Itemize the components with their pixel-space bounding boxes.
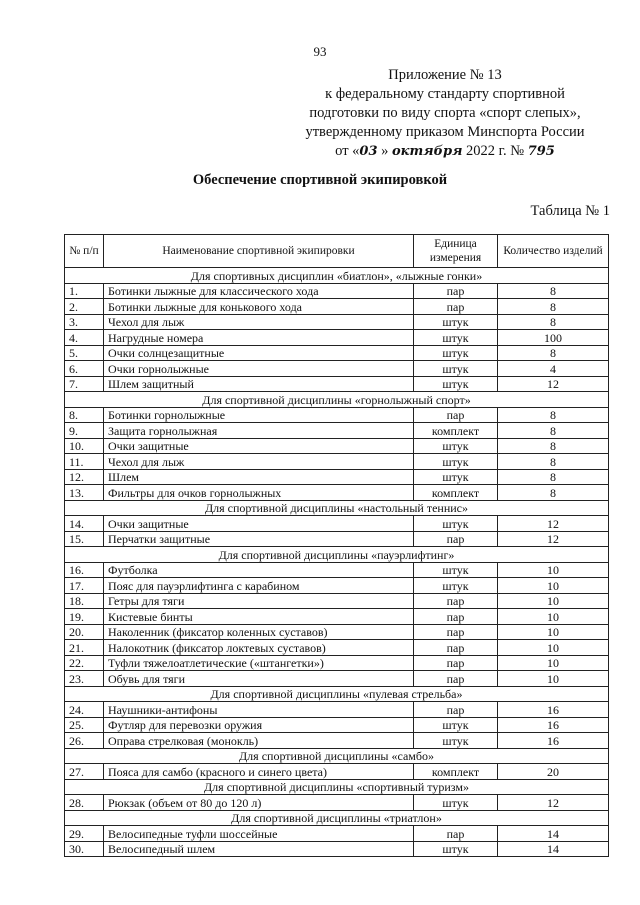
item-number: 8. <box>65 407 104 423</box>
table-row <box>65 438 609 454</box>
item-name: Оправа стрелковая (монокль) <box>104 733 414 749</box>
order-number: 795 <box>527 144 555 159</box>
item-number: 19. <box>65 609 104 625</box>
item-unit: пар <box>414 702 498 718</box>
table-row <box>65 609 609 625</box>
item-number: 17. <box>65 578 104 594</box>
section-row <box>65 500 609 516</box>
item-number: 29. <box>65 826 104 842</box>
item-quantity: 16 <box>498 702 609 718</box>
header-num: № п/п <box>65 235 104 268</box>
item-name: Футляр для перевозки оружия <box>104 717 414 733</box>
item-name: Гетры для тяги <box>104 593 414 609</box>
item-unit: штук <box>414 454 498 470</box>
item-unit: штук <box>414 438 498 454</box>
item-number: 12. <box>65 469 104 485</box>
item-name: Очки защитные <box>104 438 414 454</box>
item-number: 6. <box>65 361 104 377</box>
table-row <box>65 640 609 656</box>
item-name: Рюкзак (объем от 80 до 120 л) <box>104 795 414 811</box>
table-row <box>65 345 609 361</box>
order-day: 03 <box>359 144 378 159</box>
table-row <box>65 531 609 547</box>
table-row <box>65 469 609 485</box>
table-row <box>65 330 609 346</box>
item-name: Пояс для пауэрлифтинга с карабином <box>104 578 414 594</box>
item-number: 4. <box>65 330 104 346</box>
item-unit: штук <box>414 578 498 594</box>
item-unit: штук <box>414 841 498 857</box>
order-date-mid: » <box>381 143 389 159</box>
item-unit: пар <box>414 531 498 547</box>
item-number: 11. <box>65 454 104 470</box>
item-name: Налокотник (фиксатор локтевых суставов) <box>104 640 414 656</box>
item-quantity: 16 <box>498 733 609 749</box>
item-name: Чехол для лыж <box>104 454 414 470</box>
item-number: 9. <box>65 423 104 439</box>
item-unit: пар <box>414 826 498 842</box>
item-unit: штук <box>414 516 498 532</box>
table-row <box>65 562 609 578</box>
item-name: Нагрудные номера <box>104 330 414 346</box>
section-row <box>65 748 609 764</box>
item-unit: пар <box>414 283 498 299</box>
header-name: Наименование спортивной экипировки <box>104 235 414 268</box>
order-year: 2022 г. № <box>466 143 525 159</box>
section-title: Для спортивной дисциплины «триатлон» <box>65 810 609 826</box>
item-name: Очки солнцезащитные <box>104 345 414 361</box>
order-month: октября <box>392 144 463 159</box>
table-row <box>65 578 609 594</box>
item-name: Наколенник (фиксатор коленных суставов) <box>104 624 414 640</box>
item-quantity: 10 <box>498 562 609 578</box>
item-quantity: 12 <box>498 516 609 532</box>
table-row <box>65 826 609 842</box>
item-name: Ботинки горнолыжные <box>104 407 414 423</box>
item-quantity: 8 <box>498 299 609 315</box>
section-title: Для спортивной дисциплины «горнолыжный спорт» <box>65 392 609 408</box>
section-row <box>65 268 609 284</box>
item-number: 23. <box>65 671 104 687</box>
item-name: Кистевые бинты <box>104 609 414 625</box>
section-title: Для спортивной дисциплины «спортивный туризм» <box>65 779 609 795</box>
table-row <box>65 764 609 780</box>
appendix-line-2: к федеральному стандарту спортивной <box>325 86 565 102</box>
table-row <box>65 454 609 470</box>
item-quantity: 14 <box>498 826 609 842</box>
table-body <box>65 268 609 857</box>
item-unit: пар <box>414 299 498 315</box>
table-row <box>65 314 609 330</box>
item-name: Очки защитные <box>104 516 414 532</box>
item-number: 27. <box>65 764 104 780</box>
item-quantity: 8 <box>498 423 609 439</box>
item-quantity: 8 <box>498 314 609 330</box>
table-row <box>65 702 609 718</box>
item-quantity: 8 <box>498 345 609 361</box>
table-row <box>65 516 609 532</box>
item-quantity: 8 <box>498 438 609 454</box>
item-name: Обувь для тяги <box>104 671 414 687</box>
item-unit: штук <box>414 376 498 392</box>
item-name: Футболка <box>104 562 414 578</box>
table-row <box>65 655 609 671</box>
table-row <box>65 423 609 439</box>
item-quantity: 8 <box>498 469 609 485</box>
item-unit: штук <box>414 361 498 377</box>
item-unit: пар <box>414 624 498 640</box>
item-quantity: 8 <box>498 485 609 501</box>
section-title: Для спортивной дисциплины «настольный теннис» <box>65 500 609 516</box>
item-unit: штук <box>414 562 498 578</box>
item-number: 14. <box>65 516 104 532</box>
item-number: 21. <box>65 640 104 656</box>
item-name: Шлем <box>104 469 414 485</box>
item-name: Шлем защитный <box>104 376 414 392</box>
item-unit: штук <box>414 717 498 733</box>
item-number: 7. <box>65 376 104 392</box>
item-number: 10. <box>65 438 104 454</box>
item-name: Велосипедный шлем <box>104 841 414 857</box>
appendix-header <box>280 66 610 161</box>
equipment-table <box>64 234 609 857</box>
section-title: Для спортивной дисциплины «пулевая стрельба» <box>65 686 609 702</box>
item-quantity: 10 <box>498 578 609 594</box>
item-number: 30. <box>65 841 104 857</box>
item-number: 5. <box>65 345 104 361</box>
item-number: 15. <box>65 531 104 547</box>
section-row <box>65 779 609 795</box>
item-unit: штук <box>414 345 498 361</box>
section-title: Для спортивной дисциплины «пауэрлифтинг» <box>65 547 609 563</box>
item-quantity: 10 <box>498 640 609 656</box>
appendix-line-4: утвержденному приказом Минспорта России <box>305 124 585 140</box>
item-unit: пар <box>414 407 498 423</box>
section-title: Для спортивных дисциплин «биатлон», «лыжные гонки» <box>65 268 609 284</box>
item-name: Туфли тяжелоатлетические («штангетки») <box>104 655 414 671</box>
item-number: 13. <box>65 485 104 501</box>
table-row <box>65 795 609 811</box>
item-number: 1. <box>65 283 104 299</box>
table-row <box>65 299 609 315</box>
section-row <box>65 392 609 408</box>
table-row <box>65 593 609 609</box>
table-row <box>65 407 609 423</box>
item-quantity: 10 <box>498 624 609 640</box>
order-date-prefix: от « <box>335 143 360 159</box>
item-number: 24. <box>65 702 104 718</box>
section-row <box>65 686 609 702</box>
item-number: 3. <box>65 314 104 330</box>
item-quantity: 4 <box>498 361 609 377</box>
table-row <box>65 841 609 857</box>
item-unit: пар <box>414 640 498 656</box>
appendix-order-date <box>280 142 610 161</box>
item-quantity: 8 <box>498 407 609 423</box>
table-label: Таблица № 1 <box>530 203 610 219</box>
table-row <box>65 624 609 640</box>
table-row <box>65 671 609 687</box>
item-number: 16. <box>65 562 104 578</box>
item-unit: комплект <box>414 485 498 501</box>
item-name: Ботинки лыжные для конькового хода <box>104 299 414 315</box>
item-name: Велосипедные туфли шоссейные <box>104 826 414 842</box>
item-name: Перчатки защитные <box>104 531 414 547</box>
item-name: Наушники-антифоны <box>104 702 414 718</box>
item-quantity: 14 <box>498 841 609 857</box>
item-quantity: 100 <box>498 330 609 346</box>
item-quantity: 8 <box>498 283 609 299</box>
item-number: 26. <box>65 733 104 749</box>
item-unit: комплект <box>414 423 498 439</box>
item-quantity: 10 <box>498 655 609 671</box>
item-number: 25. <box>65 717 104 733</box>
item-name: Пояса для самбо (красного и синего цвета) <box>104 764 414 780</box>
item-number: 28. <box>65 795 104 811</box>
item-name: Очки горнолыжные <box>104 361 414 377</box>
section-title: Для спортивной дисциплины «самбо» <box>65 748 609 764</box>
table-row <box>65 717 609 733</box>
item-unit: пар <box>414 609 498 625</box>
item-unit: штук <box>414 330 498 346</box>
table-row <box>65 361 609 377</box>
item-quantity: 16 <box>498 717 609 733</box>
document-title: Обеспечение спортивной экипировкой <box>192 172 448 188</box>
item-unit: штук <box>414 314 498 330</box>
item-name: Чехол для лыж <box>104 314 414 330</box>
table-header-row <box>65 235 609 268</box>
item-quantity: 20 <box>498 764 609 780</box>
item-unit: пар <box>414 655 498 671</box>
item-unit: комплект <box>414 764 498 780</box>
item-quantity: 10 <box>498 609 609 625</box>
item-number: 20. <box>65 624 104 640</box>
table-row <box>65 733 609 749</box>
item-name: Защита горнолыжная <box>104 423 414 439</box>
item-number: 18. <box>65 593 104 609</box>
item-unit: пар <box>414 593 498 609</box>
section-row <box>65 810 609 826</box>
item-unit: штук <box>414 795 498 811</box>
item-number: 2. <box>65 299 104 315</box>
item-unit: пар <box>414 671 498 687</box>
item-quantity: 10 <box>498 593 609 609</box>
page-number: 93 <box>313 44 327 59</box>
item-quantity: 10 <box>498 671 609 687</box>
table-row <box>65 283 609 299</box>
item-name: Ботинки лыжные для классического хода <box>104 283 414 299</box>
header-unit: Единица измерения <box>414 235 498 268</box>
appendix-line-3: подготовки по виду спорта «спорт слепых», <box>309 105 581 121</box>
section-row <box>65 547 609 563</box>
item-quantity: 12 <box>498 795 609 811</box>
appendix-number: Приложение № 13 <box>388 67 502 83</box>
header-qty: Количество изделий <box>498 235 609 268</box>
item-quantity: 12 <box>498 376 609 392</box>
item-unit: штук <box>414 733 498 749</box>
item-unit: штук <box>414 469 498 485</box>
table-row <box>65 485 609 501</box>
item-name: Фильтры для очков горнолыжных <box>104 485 414 501</box>
item-quantity: 12 <box>498 531 609 547</box>
item-quantity: 8 <box>498 454 609 470</box>
item-number: 22. <box>65 655 104 671</box>
table-row <box>65 376 609 392</box>
